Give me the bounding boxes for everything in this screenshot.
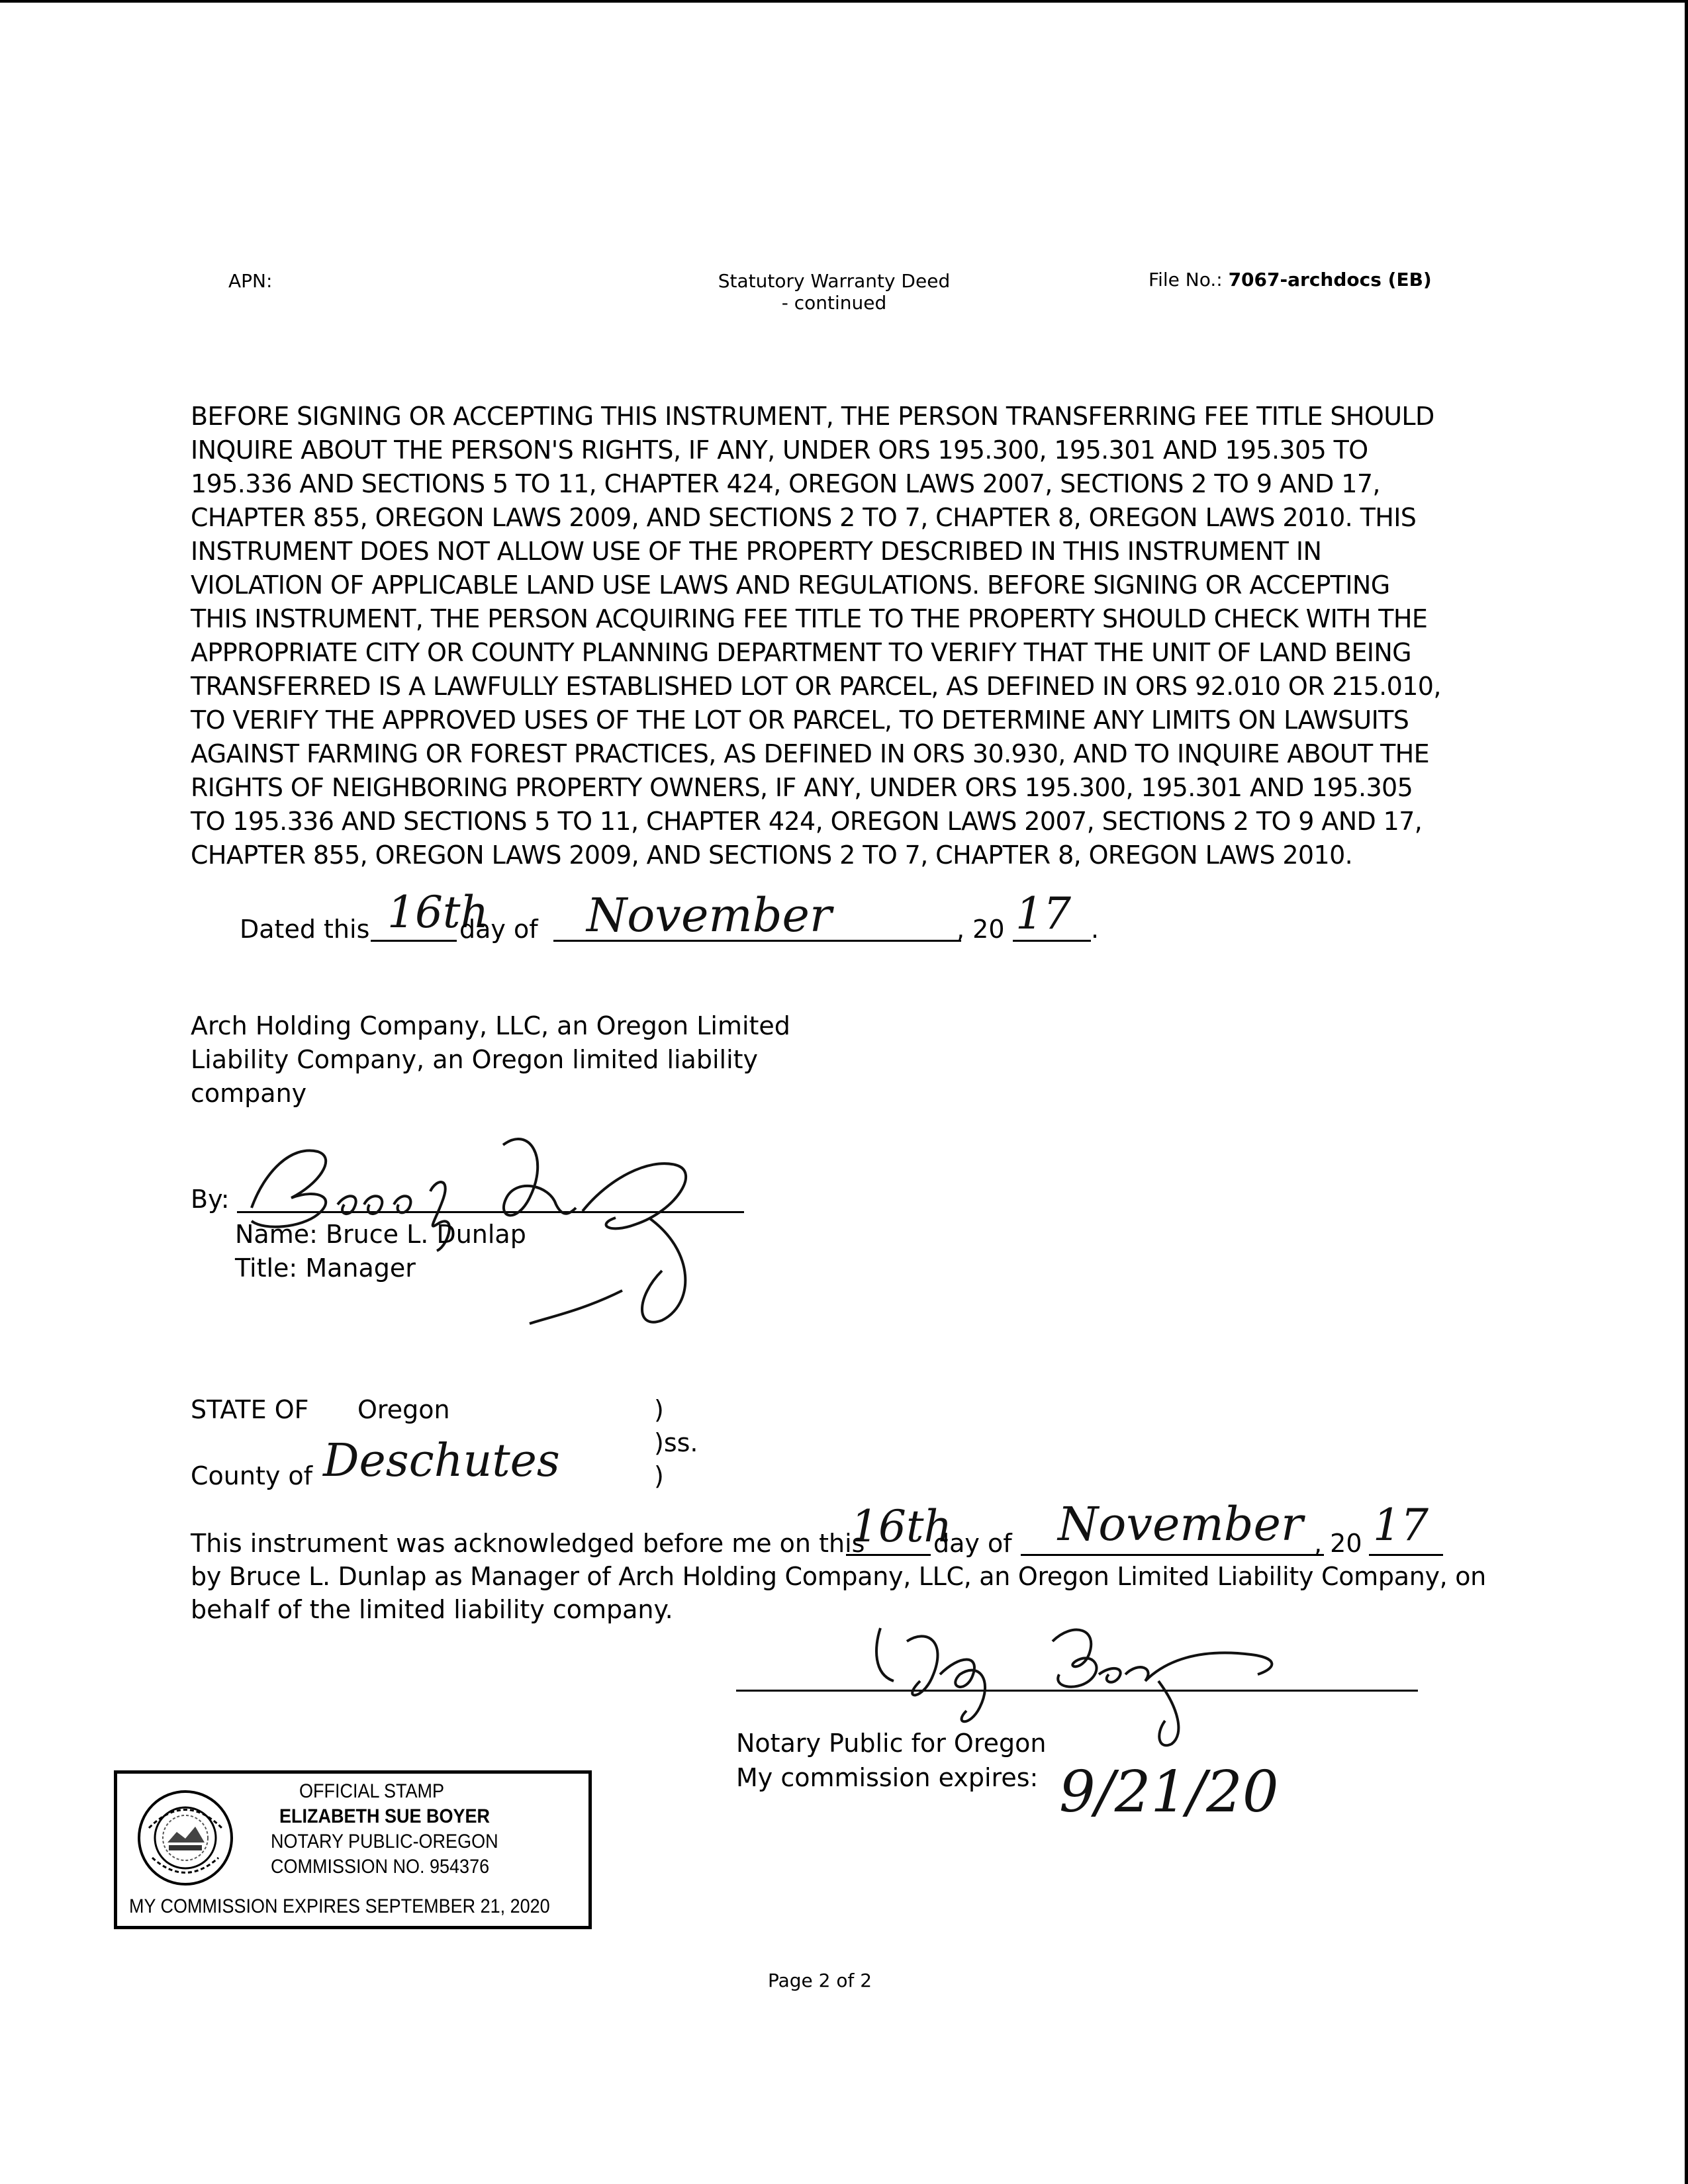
file-number-value: 7067-archdocs (EB) [1228, 269, 1432, 291]
stamp-notary-name: ELIZABETH SUE BOYER [279, 1805, 491, 1827]
oregon-state-seal [136, 1788, 235, 1888]
acknowledgment-prefix: This instrument was acknowledged before me on this [191, 1529, 865, 1558]
grantor-name-line2: Liability Company, an Oregon limited liability [191, 1045, 759, 1074]
stamp-commission-number: COMMISSION NO. 954376 [271, 1856, 490, 1878]
dated-suffix: . [1091, 915, 1100, 944]
document-title [682, 270, 986, 314]
stamp-commission-expiry: MY COMMISSION EXPIRES SEPTEMBER 21, 2020 [129, 1895, 550, 1917]
ack-year-prefix: , 20 [1314, 1529, 1362, 1558]
notary-public-label: Notary Public for Oregon [736, 1729, 1047, 1758]
signer-name: Name: Bruce L. Dunlap [235, 1220, 526, 1249]
dated-day-underline [371, 940, 457, 942]
state-label: STATE OF [191, 1395, 309, 1424]
scan-border-right [1685, 0, 1688, 2184]
county-handwritten: Deschutes [323, 1435, 560, 1487]
notice-line: CHAPTER 855, OREGON LAWS 2009, AND SECTIONS 2 TO 7, CHAPTER 8, OREGON LAWS 2010. [191, 841, 1353, 870]
dated-month-handwritten: November [586, 888, 832, 942]
acknowledgment-line2: by Bruce L. Dunlap as Manager of Arch Holding Company, LLC, an Oregon Limited Liability Company, on [191, 1562, 1486, 1591]
ack-day-handwritten: 16th [851, 1501, 953, 1552]
venue-ss: )ss. [654, 1428, 698, 1457]
file-number-label: File No.: [1149, 269, 1223, 291]
ack-month-handwritten: November [1058, 1497, 1303, 1551]
notice-line: APPROPRIATE CITY OR COUNTY PLANNING DEPARTMENT TO VERIFY THAT THE UNIT OF LAND BEING [191, 638, 1412, 667]
notice-line: INQUIRE ABOUT THE PERSON'S RIGHTS, IF ANY, UNDER ORS 195.300, 195.301 AND 195.305 TO [191, 435, 1368, 465]
ack-year-handwritten: 17 [1373, 1500, 1429, 1551]
dated-mid: day of [459, 915, 538, 944]
grantor-name-line3: company [191, 1079, 307, 1108]
signer-title: Title: Manager [235, 1253, 416, 1283]
ack-month-underline [1021, 1554, 1324, 1556]
ack-year-underline [1369, 1554, 1443, 1556]
dated-day-handwritten: 16th [387, 887, 489, 938]
stamp-title: OFFICIAL STAMP [299, 1780, 445, 1802]
grantor-name-line1: Arch Holding Company, LLC, an Oregon Limited [191, 1011, 790, 1040]
notice-line: INSTRUMENT DOES NOT ALLOW USE OF THE PROPERTY DESCRIBED IN THIS INSTRUMENT IN [191, 537, 1322, 566]
venue-paren-3: ) [654, 1461, 664, 1490]
notice-line: CHAPTER 855, OREGON LAWS 2009, AND SECTIONS 2 TO 7, CHAPTER 8, OREGON LAWS 2010. THIS [191, 503, 1417, 532]
ack-day-underline [846, 1554, 931, 1556]
commission-expires-handwritten: 9/21/20 [1059, 1759, 1279, 1825]
notice-line: AGAINST FARMING OR FOREST PRACTICES, AS DEFINED IN ORS 30.930, AND TO INQUIRE ABOUT THE [191, 739, 1430, 768]
grantor-signature [238, 1099, 741, 1337]
page-number: Page 2 of 2 [768, 1970, 872, 1991]
commission-expires-label: My commission expires: [736, 1763, 1039, 1792]
ack-mid: day of [933, 1529, 1012, 1558]
notice-line: THIS INSTRUMENT, THE PERSON ACQUIRING FEE TITLE TO THE PROPERTY SHOULD CHECK WITH THE [191, 604, 1428, 633]
notice-line: TO VERIFY THE APPROVED USES OF THE LOT OR PARCEL, TO DETERMINE ANY LIMITS ON LAWSUITS [191, 705, 1409, 735]
by-label: By: [191, 1185, 230, 1214]
dated-year-prefix: , 20 [957, 915, 1005, 944]
scan-border-top [0, 0, 1688, 3]
notice-line: TRANSFERRED IS A LAWFULLY ESTABLISHED LOT OR PARCEL, AS DEFINED IN ORS 92.010 OR 215.010, [191, 672, 1441, 701]
document-title-main: Statutory Warranty Deed [718, 270, 951, 292]
notice-line: 195.336 AND SECTIONS 5 TO 11, CHAPTER 424, OREGON LAWS 2007, SECTIONS 2 TO 9 AND 17, [191, 469, 1380, 498]
file-number [1149, 269, 1432, 291]
dated-year-handwritten: 17 [1015, 888, 1071, 939]
acknowledgment-line3: behalf of the limited liability company. [191, 1595, 673, 1624]
dated-prefix: Dated this [240, 915, 370, 944]
dated-year-underline [1013, 940, 1091, 942]
notice-line: VIOLATION OF APPLICABLE LAND USE LAWS AND REGULATIONS. BEFORE SIGNING OR ACCEPTING [191, 570, 1390, 600]
notice-line: RIGHTS OF NEIGHBORING PROPERTY OWNERS, IF ANY, UNDER ORS 195.300, 195.301 AND 195.305 [191, 773, 1413, 802]
document-title-sub: - continued [781, 292, 887, 314]
county-label: County of [191, 1461, 313, 1490]
venue-paren-1: ) [654, 1395, 664, 1424]
statutory-notice [191, 400, 1481, 872]
notice-line: BEFORE SIGNING OR ACCEPTING THIS INSTRUMENT, THE PERSON TRANSFERRING FEE TITLE SHOULD [191, 402, 1434, 431]
notice-line: TO 195.336 AND SECTIONS 5 TO 11, CHAPTER 424, OREGON LAWS 2007, SECTIONS 2 TO 9 AND 17, [191, 807, 1423, 836]
apn-label: APN: [228, 270, 273, 292]
state-value: Oregon [357, 1395, 450, 1424]
official-notary-stamp [114, 1770, 592, 1929]
stamp-notary-public: NOTARY PUBLIC-OREGON [271, 1831, 498, 1852]
